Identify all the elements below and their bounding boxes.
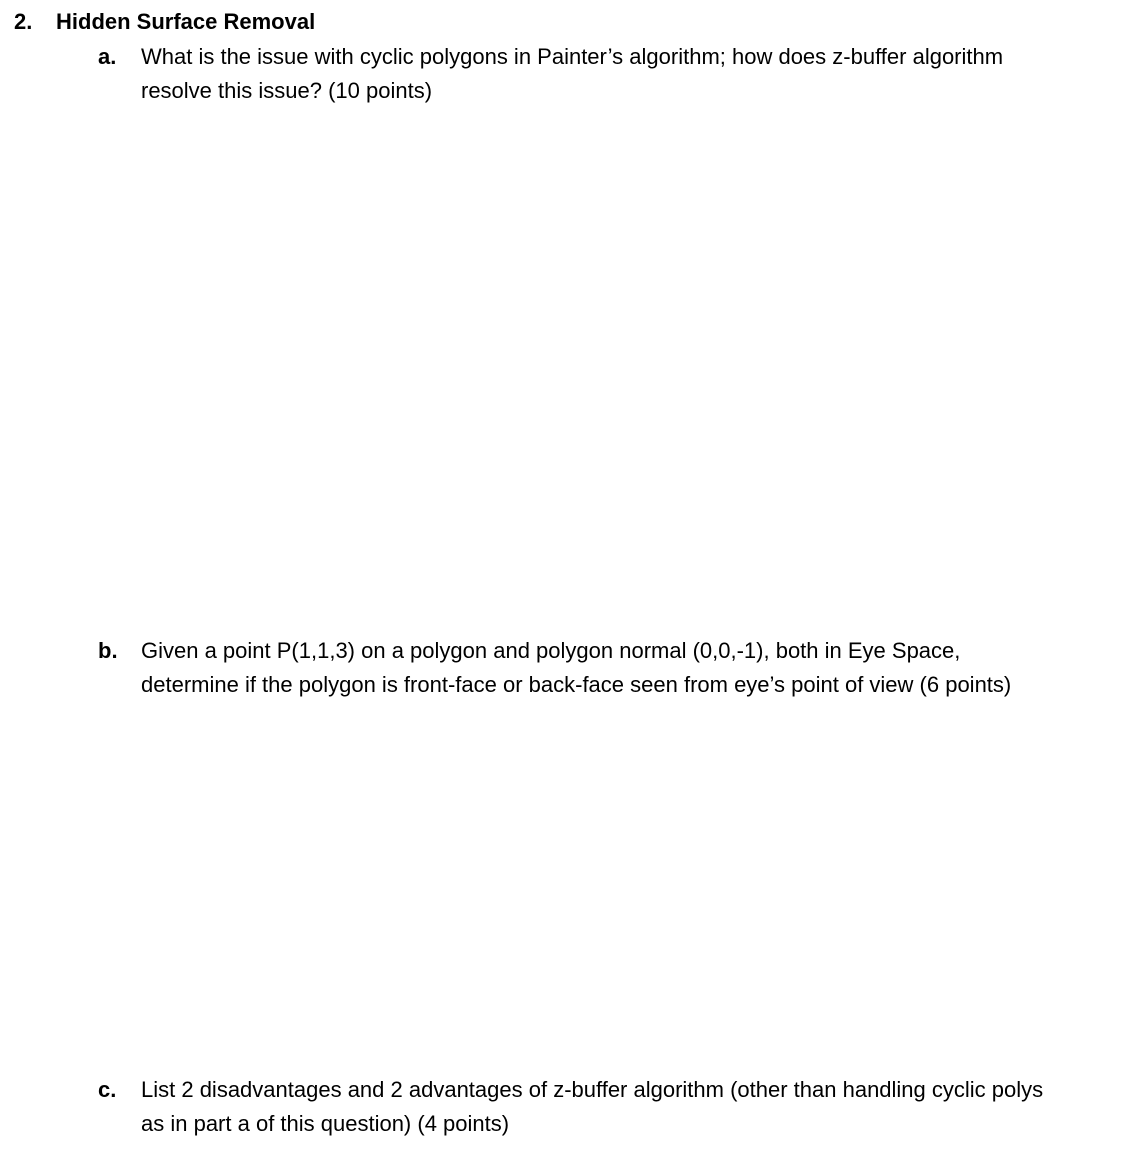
question-b-label: b. [98,638,118,663]
section-number: 2. [14,9,33,34]
question-c-line-1: List 2 disadvantages and 2 advantages of z-buffer algorithm (other than handling cyclic polys [141,1077,1044,1102]
question-c-line-2: as in part a of this question) (4 points) [141,1111,510,1136]
answer-space-a [98,112,1098,612]
question-b-line-1: Given a point P(1,1,3) on a polygon and polygon normal (0,0,-1), both in Eye Space, [141,638,961,663]
question-a-text [141,40,1126,108]
question-a-line-2: resolve this issue? (10 points) [141,78,433,103]
section-title: Hidden Surface Removal [56,9,316,34]
section-heading [14,8,315,36]
answer-space-b [98,706,1098,1051]
question-c-text [141,1073,1126,1141]
question-a-line-1: What is the issue with cyclic polygons in Painter’s algorithm; how does z-buffer algorithm [141,44,1004,69]
question-c-label: c. [98,1077,117,1102]
question-a-label: a. [98,44,117,69]
question-b-line-2: determine if the polygon is front-face or back-face seen from eye’s point of view (6 points) [141,672,1012,697]
question-b-text [141,634,1126,702]
